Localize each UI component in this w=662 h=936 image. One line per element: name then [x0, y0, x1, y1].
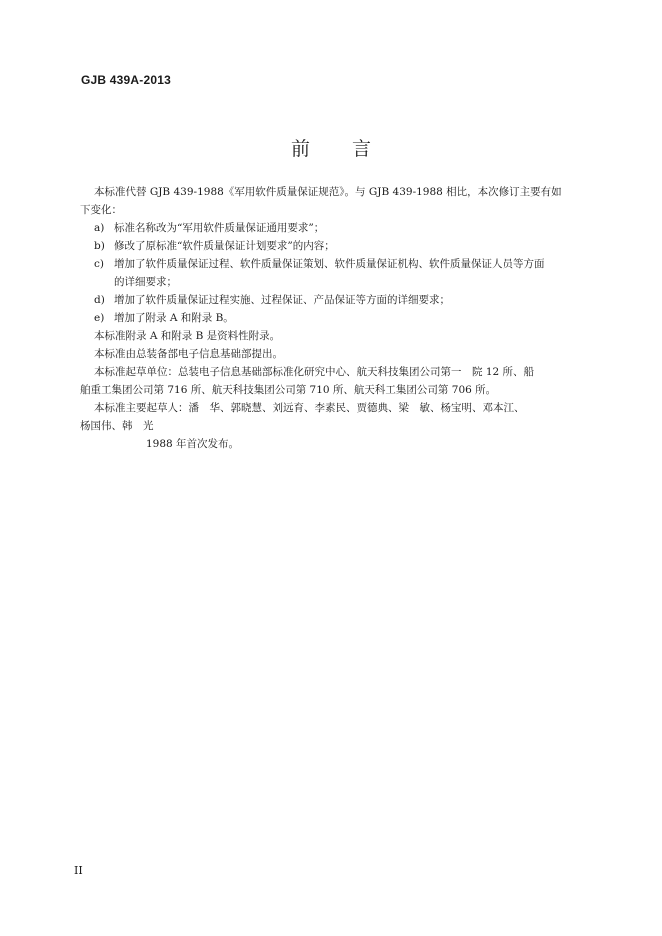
list-marker: c): [94, 258, 104, 270]
page-title: [0, 134, 662, 161]
intro-line-1: 本标准代替 GJB 439-1988《军用软件质量保证规范》。与 GJB 439-1988 相比，本次修订主要有如: [94, 186, 562, 198]
list-marker: b): [94, 240, 105, 252]
drafting-unit-line-1: 本标准起草单位：总装电子信息基础部标准化研究中心、航天科技集团公司第一 院 12 所、船: [94, 366, 535, 378]
list-text: 增加了附录 A 和附录 B。: [114, 312, 234, 324]
page-number: II: [74, 864, 83, 877]
drafters-line-1: 本标准主要起草人：潘 华、郭晓慧、刘远育、李素民、贾德典、梁 敏、杨宝明、邓本江、: [94, 402, 525, 414]
list-text-continuation: 的详细要求；: [114, 276, 177, 288]
drafting-unit-line-2: 舶重工集团公司第 716 所、航天科技集团公司第 710 所、航天科工集团公司第 706 所。: [80, 384, 497, 396]
list-text: 标准名称改为“军用软件质量保证通用要求”；: [114, 222, 325, 234]
list-marker: a): [94, 222, 105, 234]
intro-line-2: 下变化：: [80, 204, 122, 216]
list-text: 增加了软件质量保证过程实施、过程保证、产品保证等方面的详细要求；: [114, 294, 450, 306]
list-item: [94, 255, 594, 273]
list-item: [94, 291, 594, 309]
list-item-continuation: [94, 273, 594, 291]
body-text: [80, 183, 594, 453]
list-item: [94, 219, 594, 237]
list-item: [94, 309, 594, 327]
list-text: 增加了软件质量保证过程、软件质量保证策划、软件质量保证机构、软件质量保证人员等方面: [114, 258, 545, 270]
drafters-line-2: 杨国伟、韩 光: [80, 420, 154, 432]
list-item: [94, 237, 594, 255]
appendix-note: 本标准附录 A 和附录 B 是资料性附录。: [94, 330, 281, 342]
title-char-right: 言: [352, 138, 372, 160]
list-marker: d): [94, 294, 105, 306]
list-marker: e): [94, 312, 105, 324]
title-char-left: 前: [290, 138, 310, 160]
list-text: 修改了原标准“软件质量保证计划要求”的内容；: [114, 240, 335, 252]
first-published: 1988 年首次发布。: [146, 438, 240, 450]
standard-code: GJB 439A-2013: [81, 73, 171, 87]
proposed-by: 本标准由总装备部电子信息基础部提出。: [94, 348, 283, 360]
